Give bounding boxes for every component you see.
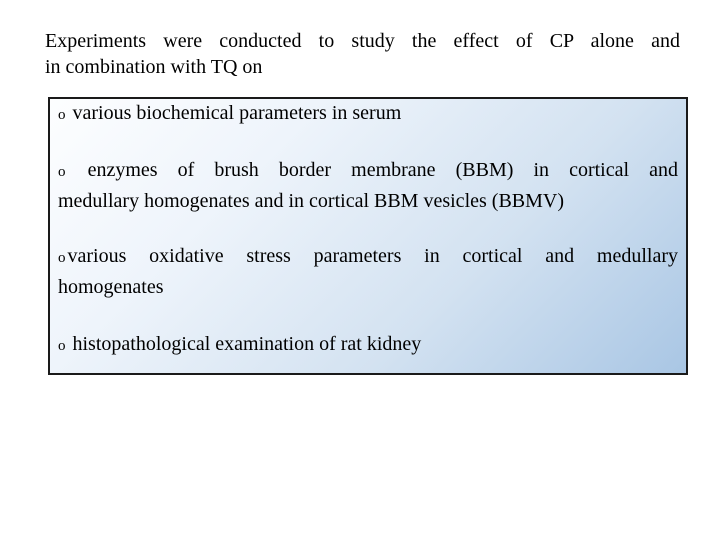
bullet-icon: o (58, 338, 66, 354)
list-item-line (58, 99, 678, 130)
list-item-text: histopathological examination of rat kidney (72, 333, 422, 355)
list-item-line (58, 330, 678, 361)
list-item (58, 99, 678, 130)
intro-line-2: in combination with TQ on (45, 56, 263, 78)
list-item-line (58, 242, 678, 273)
list-item-text: various biochemical parameters in serum (72, 102, 402, 124)
list-item (58, 330, 678, 361)
list-item-text: enzymes of brush border membrane (BBM) in cortical and (87, 159, 679, 181)
list-item-line: homogenates (58, 276, 164, 298)
bullet-icon: o (58, 250, 66, 266)
bullet-icon: o (58, 107, 66, 123)
list-item-text: various oxidative stress parameters in cortical and medullary (67, 245, 678, 267)
intro-line-1: Experiments were conducted to study the effect of CP alone and (45, 30, 680, 52)
list-item-line (58, 156, 678, 187)
list-item (58, 242, 678, 302)
list-item (58, 156, 678, 216)
intro-text (45, 28, 680, 80)
list-item-line: medullary homogenates and in cortical BBM vesicles (BBMV) (58, 190, 565, 212)
bullet-icon: o (58, 164, 66, 180)
bullet-list-box (48, 97, 688, 375)
